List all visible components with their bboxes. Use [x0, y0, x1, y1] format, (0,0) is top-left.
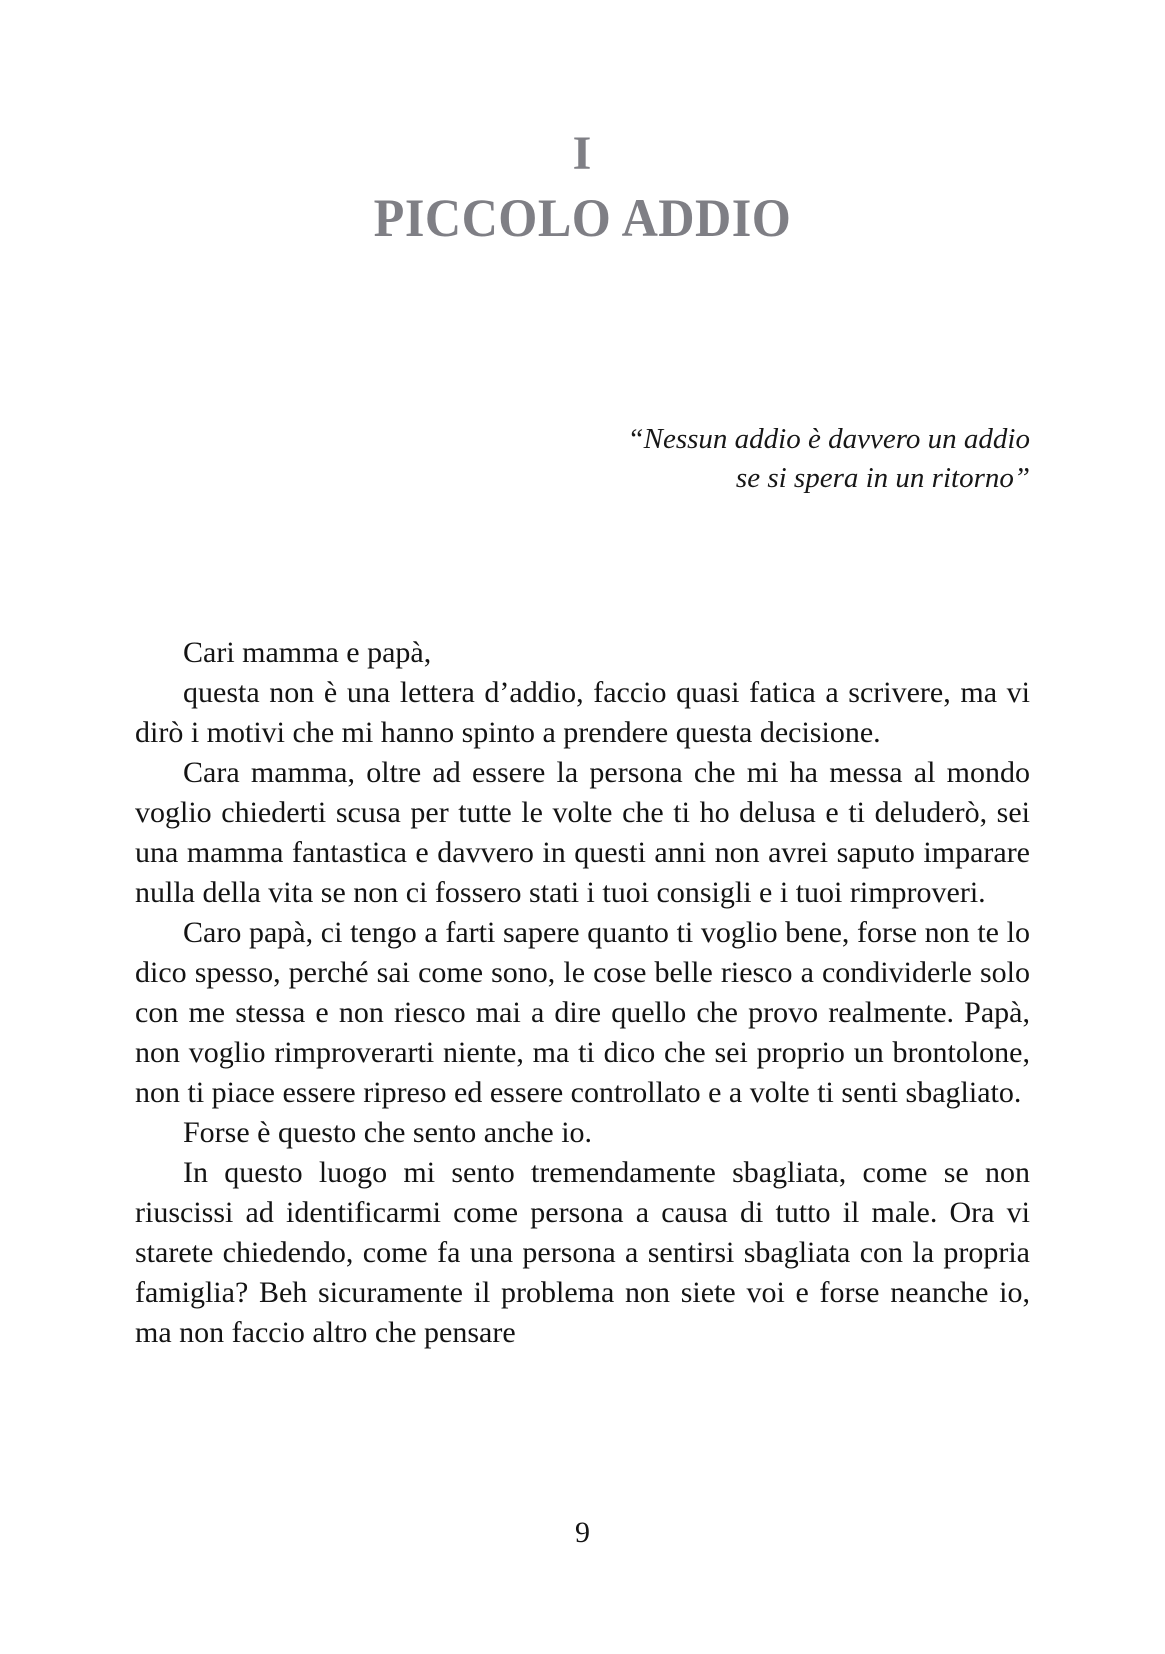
body-paragraph: Cara mamma, oltre ad essere la persona che mi ha messa al mondo voglio chiederti scusa per tutte le volte che ti ho delusa e ti deluderò, sei una mamma fantastica e davvero in questi anni non avrei saputo imparare nulla della vita se non ci fossero stati i tuoi consigli e i tuoi rimproveri.: [135, 756, 1030, 909]
body-paragraph: In questo luogo mi sento tremendamente sbagliata, come se non riuscissi ad identificarmi come persona a causa di tutto il male. Ora vi starete chiedendo, come fa una persona a sentirsi sbagliata con la propria famiglia? Beh sicuramente il problema non siete voi e forse neanche io, ma non faccio altro che pensare: [135, 1156, 1030, 1349]
body-paragraph: Forse è questo che sento anche io.: [183, 1116, 593, 1149]
page-number: 9: [575, 1516, 590, 1549]
body-paragraph: questa non è una lettera d’addio, faccio quasi fatica a scrivere, ma vi dirò i motivi che mi hanno spinto a prendere questa decisione.: [135, 676, 1030, 749]
body-paragraph: Caro papà, ci tengo a farti sapere quanto ti voglio bene, forse non te lo dico spesso, perché sai come sono, le cose belle riesco a condividerle solo con me stessa e non riesco mai a dire quello che provo realmente. Papà, non voglio rimproverarti niente, ma ti dico che sei proprio un brontolone, non ti piace essere ripreso ed essere controllato e a volte ti senti sbagliato.: [135, 916, 1030, 1109]
epigraph-line-2: se si spera in un ritorno”: [735, 462, 1030, 494]
body-text: [135, 633, 1030, 1353]
epigraph: [628, 420, 1030, 498]
body-paragraph: Cari mamma e papà,: [183, 636, 432, 669]
epigraph-line-1: “Nessun addio è davvero un addio: [627, 423, 1030, 455]
chapter-number: I: [572, 127, 593, 180]
chapter-heading: [0, 127, 1165, 248]
chapter-title: PICCOLO ADDIO: [373, 188, 792, 248]
